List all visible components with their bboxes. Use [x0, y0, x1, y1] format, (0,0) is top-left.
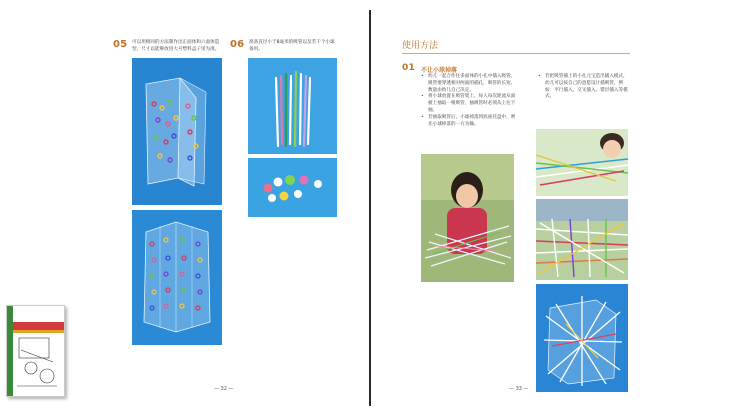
step-06-number: 06: [230, 39, 245, 50]
photo-balls: [248, 158, 337, 217]
step-05-number: 05: [113, 39, 128, 50]
bullets-left: [421, 74, 517, 128]
right-page: [372, 12, 730, 404]
page-number-left: — 32 —: [214, 386, 234, 392]
section-title: 使用方法: [402, 41, 439, 51]
bullet-item: • 若把吸管插上的小孔元宝造出插入模式，幼儿可以按自己的意愿设计插吸管，例如：平行插入、交叉插入、错层插入等模式。: [538, 74, 630, 101]
item-01-title: 不让小球掉落: [421, 67, 458, 74]
photo-hexagon-structure: [132, 210, 222, 345]
photo-cube-straws: [536, 284, 628, 392]
bullet-item: • 若抽取吸管后，小球掉落到底座托盘中，则先小球掉落的一方为输。: [421, 115, 517, 129]
photo-kid-straws: [536, 129, 628, 196]
photo-child-playing: [421, 154, 514, 282]
book-cover-thumbnail[interactable]: [6, 305, 65, 397]
bullet-item: • 将小球放置在吸管架上，每人每次轮流从面板上抽取一根吸管，抽吸管时必须从上往下抽。: [421, 94, 517, 114]
page-gutter: [369, 10, 371, 406]
photo-panel-structure: [132, 58, 222, 205]
photo-straws: [248, 58, 337, 154]
step-05-text: 可以用相同的方法制作出正面体和六面体造型，尺寸以能够放进大号塑料盒子里为准。: [132, 40, 220, 52]
section-title-rule: [402, 53, 630, 54]
photo-straw-grid: [536, 199, 628, 280]
item-01-number: 01: [402, 63, 415, 73]
bullet-item: • 幼儿一起合作往多面体的小孔中插入吸管，吸管要穿透相对两面的插孔，吸管的长短、数量由幼儿自己决定。: [421, 74, 517, 94]
page-number-right: — 33 —: [509, 386, 529, 392]
step-06-text: 准备直径小于8毫米的吸管以及若干个小球备用。: [249, 40, 335, 52]
bullets-right: [538, 74, 630, 101]
